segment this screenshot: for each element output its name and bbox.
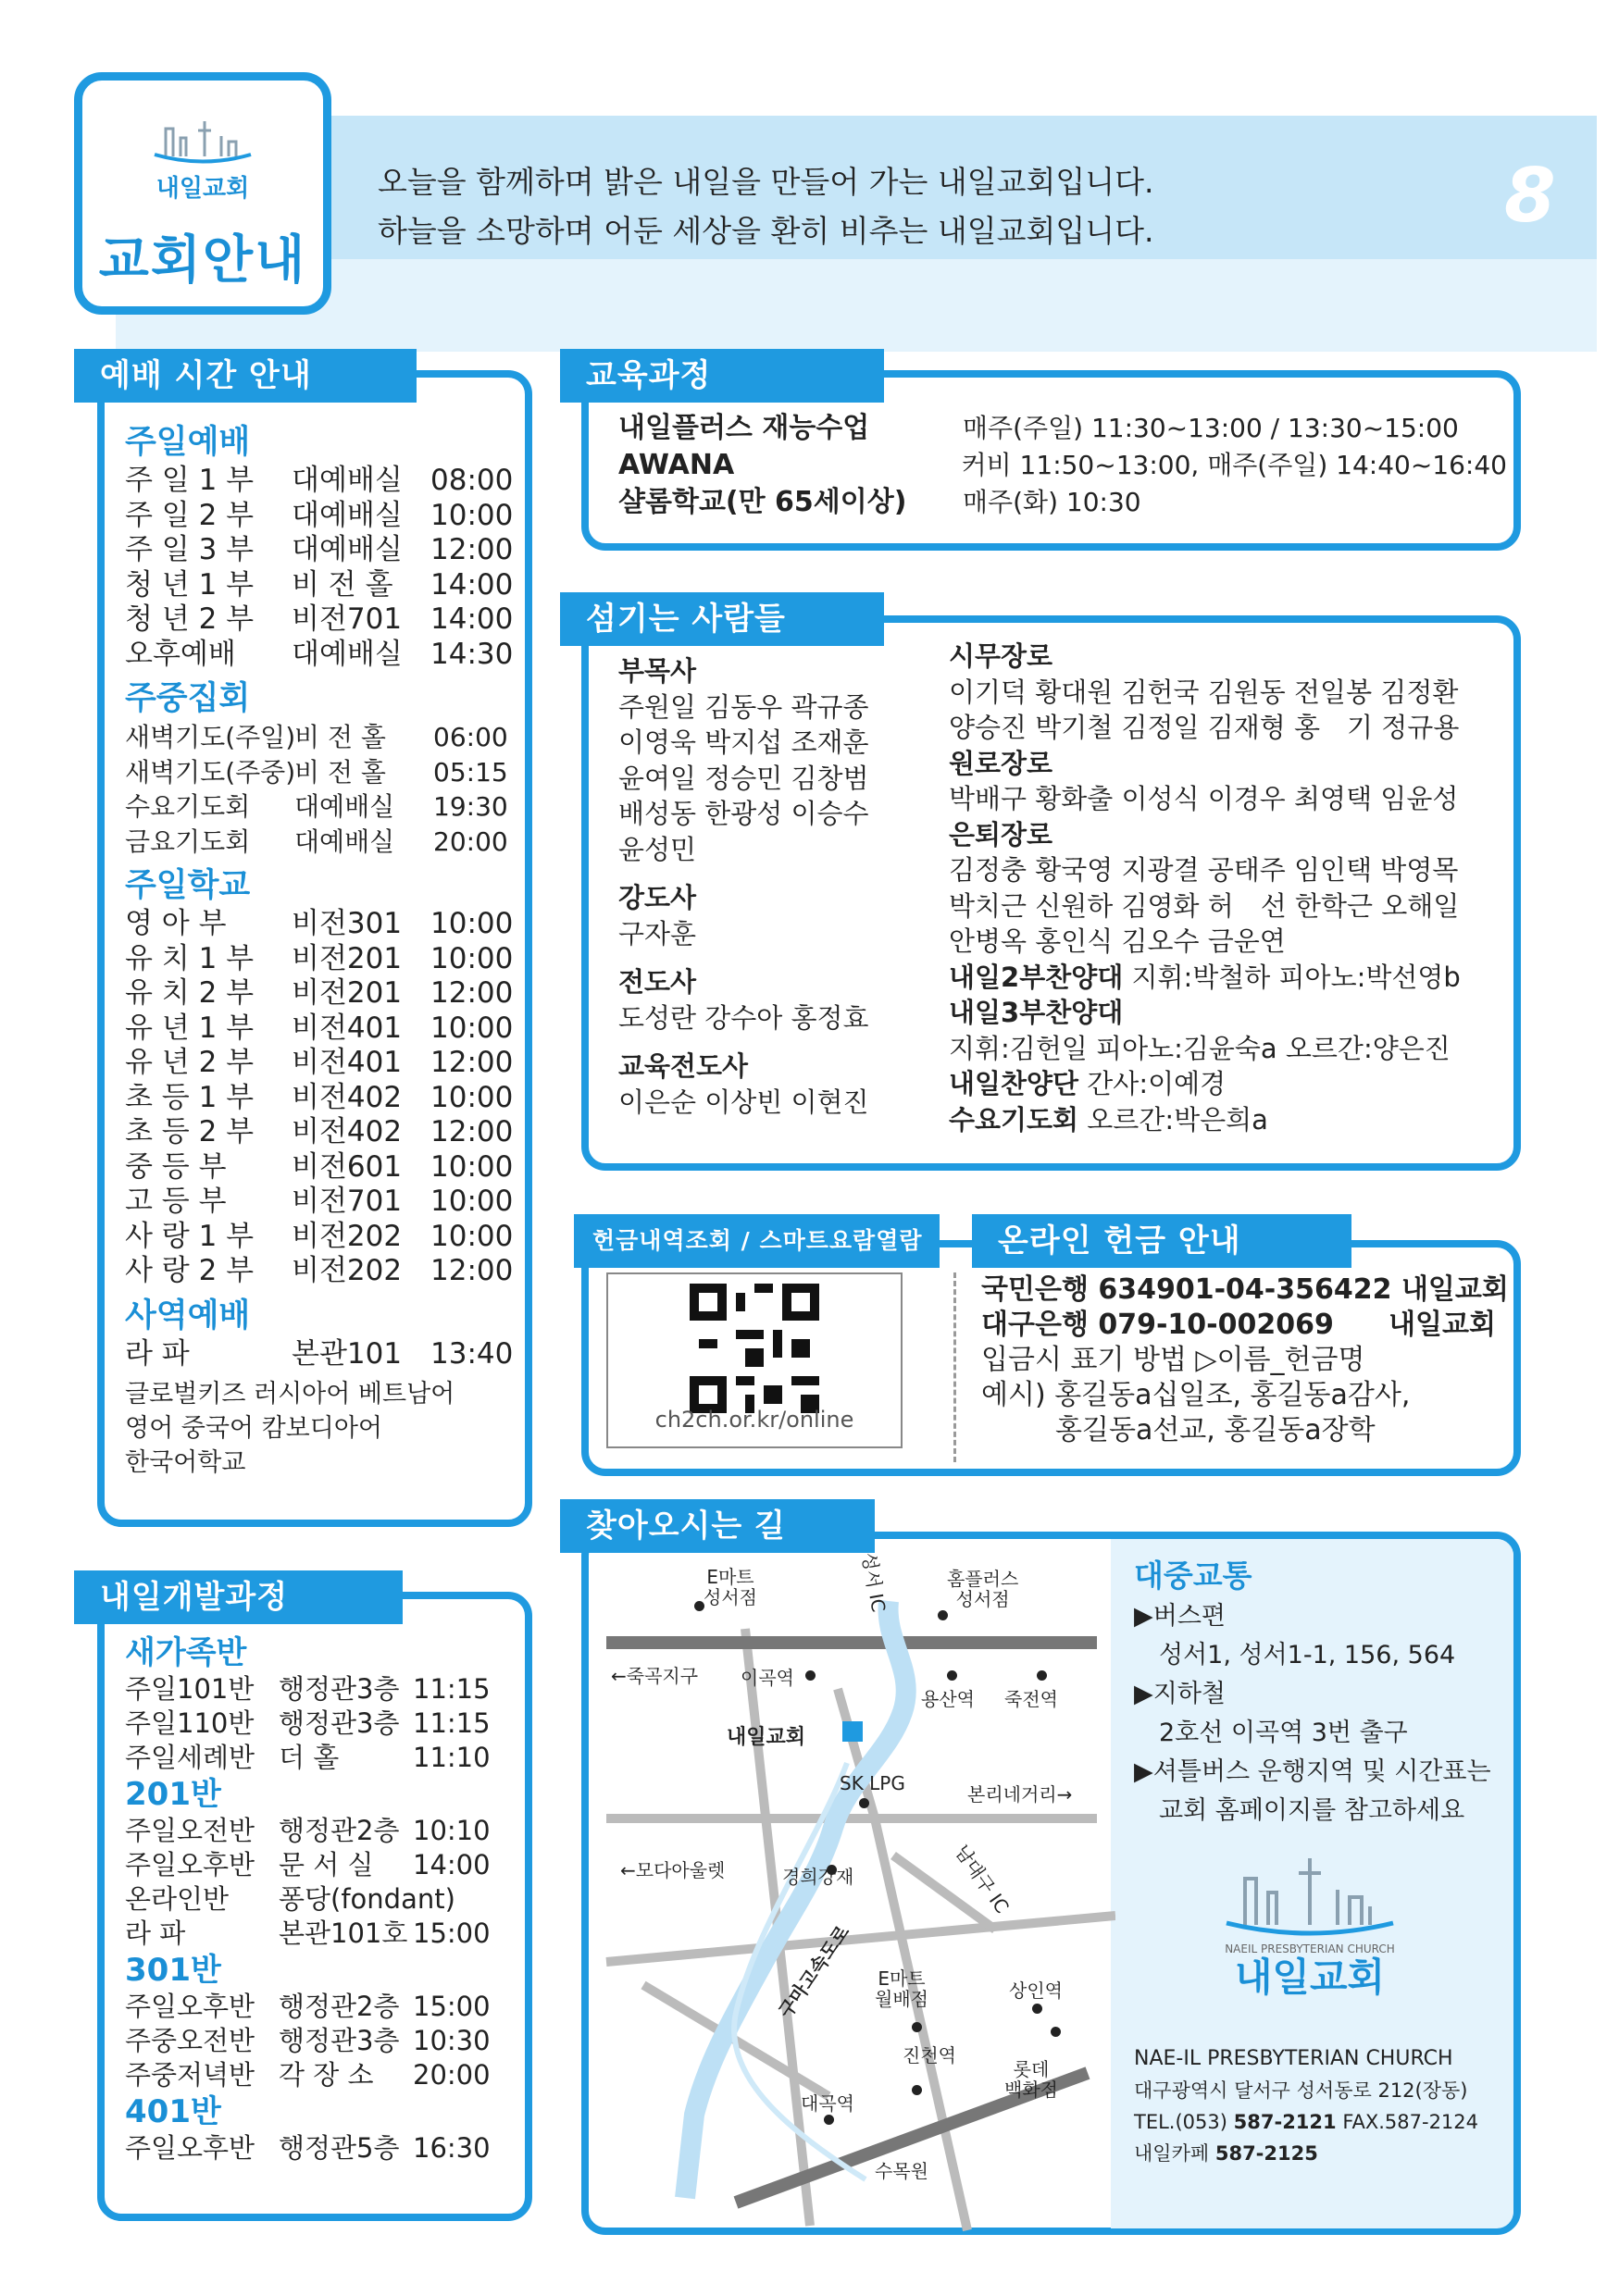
choir-detail: 지휘:박철하 피아노:박선영b: [1123, 961, 1461, 993]
schedule-row: [125, 1115, 523, 1150]
role-members: 윤여일 정승민 김창범: [618, 762, 869, 794]
schedule-row: [125, 825, 523, 860]
church-logo-icon: [1217, 1851, 1402, 1939]
role-title: 교육전도사: [618, 1050, 749, 1082]
schedule-name: 주 일 2 부: [125, 498, 255, 532]
map-label-bonri: 본리네거리→: [967, 1783, 1073, 1806]
schedule-row: [125, 1254, 523, 1289]
schedule-row: [125, 1046, 523, 1081]
language-list: [125, 1377, 523, 1480]
transit-info: [1134, 1555, 1504, 1831]
divider: [953, 1272, 956, 1462]
schedule-name: 고 등 부: [125, 1185, 227, 1218]
schedule-row: [125, 1011, 523, 1047]
qr-icon: [690, 1284, 819, 1413]
subway-heading: ▶지하철: [1134, 1680, 1227, 1708]
schedule-place: 대예배실: [292, 637, 403, 671]
role-title: 전도사: [618, 966, 697, 998]
choir-title: 내일2부찬양대: [949, 961, 1124, 993]
choir-title: 내일3부찬양대: [949, 997, 1124, 1028]
education-row: [618, 484, 1507, 521]
schedule-time: 11:15: [413, 1673, 491, 1705]
schedule-time: 11:15: [413, 1707, 491, 1739]
schedule-name: 주일오후반: [125, 1849, 255, 1880]
schedule-place: 비전401: [292, 1046, 403, 1079]
map-dot: [859, 1798, 869, 1808]
schedule-row: [125, 942, 523, 977]
map-label-igok: 이곡역: [741, 1667, 794, 1689]
schedule-name: 주 일 3 부: [125, 533, 255, 566]
schedule-row: [125, 1848, 523, 1882]
schedule-time: 10:10: [413, 1815, 491, 1846]
church-name: 내일교회: [1234, 1955, 1386, 2000]
schedule-name: 유 치 2 부: [125, 976, 255, 1010]
schedule-name: 청 년 2 부: [125, 602, 255, 636]
church-logo-large: [1203, 1851, 1416, 2000]
schedule-row: [125, 1882, 523, 1917]
schedule-place: 비 전 홀: [294, 756, 386, 788]
role-title: 시무장로: [949, 640, 1053, 672]
bank-info: [981, 1272, 1518, 1448]
schedule-time: 10:00: [430, 941, 514, 975]
schedule-name: 영 아 부: [125, 907, 227, 940]
sunday-school-rows: [125, 907, 523, 1289]
schedule-name: 중 등 부: [125, 1149, 227, 1184]
development-tab: 내일개발과정: [74, 1570, 403, 1624]
choir-line: [949, 960, 1513, 996]
schedule-place: 대예배실: [294, 791, 395, 822]
schedule-name: 새벽기도(주일): [125, 722, 296, 752]
schedule-row: [125, 1990, 523, 2024]
schedule-row: [125, 1337, 523, 1372]
map[interactable]: [597, 1541, 1115, 2244]
map-label-lotte: 롯데 백화점: [1004, 2058, 1058, 2101]
map-dot: [1037, 1670, 1047, 1681]
education-time: 매주(화) 10:30: [963, 487, 1141, 517]
education-tab: 교육과정: [560, 349, 884, 403]
role-members: 구자훈: [618, 917, 697, 949]
map-label-expressway: 구마고속도로: [774, 1920, 854, 2022]
schedule-place: 본관101호: [279, 1917, 408, 1949]
schedule-place: 비전202: [292, 1219, 403, 1253]
map-roads: [597, 1541, 1115, 2244]
schedule-time: 20:00: [413, 2059, 491, 2091]
schedule-row: [125, 789, 523, 825]
map-label-jukjeon: 죽전역: [1004, 1688, 1058, 1710]
role-title: 은퇴장로: [949, 818, 1053, 850]
map-dot: [805, 1670, 816, 1681]
schedule-time: 10:00: [430, 1080, 514, 1114]
language-line: 글로벌키즈 러시아어 베트남어: [125, 1380, 455, 1409]
map-label-emart-wolbae: E마트 월배점: [875, 1967, 928, 2010]
map-dot: [938, 1610, 948, 1620]
role-members: 양승진 박기철 김정일 김재형 홍 기 정규용: [949, 712, 1460, 743]
church-english-name: NAE-IL PRESBYTERIAN CHURCH: [1134, 2047, 1453, 2070]
ministry-rows: [125, 1337, 523, 1372]
schedule-name: 새벽기도(주중): [125, 756, 296, 788]
course-rows: [125, 1814, 523, 1951]
role-members: 김정충 황국영 지광결 공태주 임인택 박영목: [949, 854, 1459, 886]
servants-left: [618, 653, 933, 1120]
role-title: 강도사: [618, 882, 697, 913]
schedule-row: [125, 907, 523, 942]
online-offering-tab: 온라인 헌금 안내: [972, 1214, 1351, 1268]
schedule-time: 10:00: [430, 1219, 514, 1253]
schedule-place: 비전401: [292, 1011, 403, 1045]
schedule-time: 10:00: [430, 498, 514, 532]
course-title: 새가족반: [125, 1634, 247, 1671]
bank-account: 국민은행 634901-04-356422 내일교회: [981, 1273, 1509, 1306]
choir-title: 수요기도회: [949, 1103, 1079, 1136]
map-dot: [1051, 2027, 1061, 2037]
shuttle-info: 교회 홈페이지를 참고하세요: [1159, 1796, 1465, 1825]
schedule-row: [125, 568, 523, 603]
church-logo: [82, 118, 323, 204]
schedule-name: 라 파: [125, 1917, 186, 1949]
choir-detail: 간사:이예경: [1078, 1068, 1227, 1099]
education-name: AWANA: [618, 449, 735, 481]
sunday-worship-title: 주일예배: [125, 424, 251, 461]
cafe-number[interactable]: 587-2125: [1214, 2142, 1318, 2165]
map-label-homeplus: 홈플러스 성서점: [947, 1568, 1019, 1610]
schedule-time: 08:00: [430, 464, 514, 497]
language-line: 영어 중국어 캄보디아어: [125, 1414, 382, 1443]
schedule-place: 행정관3층: [279, 2025, 400, 2056]
schedule-name: 주일오후반: [125, 2132, 255, 2164]
role-members: 박배구 황화출 이성식 이경우 최영택 임윤성: [949, 783, 1459, 814]
role-title: 부목사: [618, 655, 697, 687]
worship-tab: 예배 시간 안내: [74, 349, 417, 403]
schedule-row: [125, 1706, 523, 1741]
schedule-place: 대예배실: [292, 498, 403, 532]
schedule-row: [125, 1814, 523, 1848]
donation-query-tab: 헌금내역조회 / 스마트요람열람: [574, 1214, 940, 1268]
logo-box: [74, 72, 331, 315]
schedule-time: 14:00: [430, 567, 514, 602]
schedule-name: 초 등 1 부: [125, 1080, 255, 1114]
map-label-sumok: 수목원: [875, 2160, 928, 2182]
schedule-place: 퐁당(fondant): [279, 1883, 455, 1915]
shuttle-info: ▶셔틀버스 운행지역 및 시간표는: [1134, 1757, 1491, 1786]
map-label-sangin: 상인역: [1009, 1980, 1063, 2002]
schedule-row: [125, 1220, 523, 1255]
schedule-name: 오후예배: [125, 637, 236, 671]
schedule-time: 14:00: [430, 602, 514, 636]
choir-detail: 오르간:박은희a: [1078, 1103, 1268, 1136]
schedule-place: 비 전 홀: [292, 567, 393, 602]
map-label-church: 내일교회: [727, 1726, 806, 1749]
schedule-place: 비전402: [292, 1080, 403, 1114]
schedule-name: 금요기도회: [125, 825, 251, 857]
schedule-row: [125, 1081, 523, 1116]
schedule-name: 수요기도회: [125, 791, 251, 822]
sunday-worship-rows: [125, 464, 523, 672]
map-label-moda: ←모다아울렛: [620, 1859, 726, 1881]
course-title: 301반: [125, 1952, 221, 1989]
education-time: 매주(주일) 11:30~13:00 / 13:30~15:00: [963, 413, 1459, 443]
education-list: [618, 410, 1507, 521]
role-members: 이은순 이상빈 이현진: [618, 1086, 869, 1118]
schedule-row: [125, 1185, 523, 1220]
schedule-place: 비전301: [292, 907, 403, 940]
schedule-place: 행정관2층: [279, 1815, 400, 1846]
elders-list: [949, 639, 1513, 960]
church-small-label: NAEIL PRESBYTERIAN CHURCH: [1225, 1942, 1395, 1955]
map-label-daegok: 대곡역: [801, 2092, 854, 2115]
map-dot: [824, 2115, 834, 2125]
role-members: 이기덕 황대원 김헌국 김원동 전일봉 김정환: [949, 676, 1459, 708]
schedule-time: 12:00: [430, 976, 514, 1010]
map-dot: [912, 2085, 922, 2095]
schedule-name: 사 랑 2 부: [125, 1254, 255, 1287]
schedule-row: [125, 1150, 523, 1185]
schedule-name: 온라인반: [125, 1883, 230, 1915]
bank-account-holder: 내일교회: [1389, 1309, 1496, 1341]
schedule-name: 주일세례반: [125, 1742, 255, 1773]
church-phone: [1134, 2106, 1509, 2138]
map-label-seongseo-ic: 성서 IC: [857, 1550, 890, 1614]
motto-line: 오늘을 함께하며 밝은 내일을 만들어 가는 내일교회입니다.: [378, 164, 1154, 200]
schedule-place: 비전601: [292, 1149, 403, 1184]
schedule-place: 비전201: [292, 976, 403, 1010]
schedule-row: [125, 755, 523, 790]
schedule-time: 10:00: [430, 1011, 514, 1045]
bank-account-number: 대구은행 079-10-002069: [981, 1309, 1334, 1341]
schedule-time: 12:00: [430, 1046, 514, 1079]
deposit-note: 입금시 표기 방법 ▷이름_헌금명: [981, 1344, 1365, 1376]
qr-url[interactable]: ch2ch.or.kr/online: [654, 1407, 854, 1433]
course-title: 201반: [125, 1776, 221, 1813]
schedule-place: 각 장 소: [279, 2059, 374, 2091]
course-rows: [125, 1990, 523, 2092]
education-time: 커비 11:50~13:00, 매주(주일) 14:40~16:40: [961, 450, 1507, 480]
schedule-name: 주 일 1 부: [125, 464, 255, 497]
schedule-row: [125, 720, 523, 755]
schedule-time: 15:00: [413, 1917, 491, 1949]
schedule-row: [125, 2024, 523, 2058]
bus-routes: 성서1, 성서1-1, 156, 564: [1159, 1641, 1456, 1669]
motto: [378, 157, 1154, 255]
schedule-name: 주일110반: [125, 1707, 255, 1739]
schedule-row: [125, 2058, 523, 2092]
education-name: 샬롬학교(만 65세이상): [618, 486, 907, 518]
tel-label: TEL.(053): [1134, 2111, 1227, 2133]
church-logo-icon: [147, 118, 258, 164]
role-members: 이영욱 박지섭 조재훈: [618, 726, 869, 758]
church-address: 대구광역시 달서구 성서동로 212(장동): [1134, 2079, 1468, 2102]
education-row: [618, 410, 1507, 447]
map-label-namdaegu-ic: 남대구 IC: [950, 1840, 1014, 1917]
schedule-row: [125, 602, 523, 638]
course-rows: [125, 2131, 523, 2166]
logo-name: 내일교회: [156, 175, 250, 203]
schedule-place: 행정관3층: [279, 1707, 400, 1739]
education-row: [618, 447, 1507, 484]
schedule-row: [125, 464, 523, 499]
schedule-name: 주일101반: [125, 1673, 255, 1705]
schedule-time: 12:00: [430, 1254, 514, 1287]
schedule-place: 대예배실: [294, 825, 395, 857]
schedule-time: 19:30: [433, 791, 508, 822]
schedule-place: 문 서 실: [279, 1849, 374, 1880]
schedule-row: [125, 638, 523, 673]
role-members: 주원일 김동우 곽규종: [618, 690, 869, 723]
role-title: 원로장로: [949, 747, 1053, 779]
schedule-time: 06:00: [433, 722, 508, 752]
header-band-light: [116, 259, 1597, 352]
schedule-place: 행정관2층: [279, 1991, 400, 2022]
schedule-row: [125, 1741, 523, 1775]
map-label-yongsan: 용산역: [921, 1688, 975, 1710]
schedule-name: 사 랑 1 부: [125, 1219, 255, 1253]
worship-list: [125, 421, 523, 1480]
map-dot: [912, 2022, 922, 2032]
schedule-name: 라 파: [125, 1336, 190, 1371]
schedule-time: 13:40: [430, 1336, 514, 1371]
schedule-name: 초 등 2 부: [125, 1115, 255, 1148]
development-list: [125, 1633, 523, 2166]
servants-tab: 섬기는 사람들: [560, 592, 884, 646]
schedule-name: 주일오전반: [125, 1815, 255, 1846]
servants-right: [949, 639, 1513, 1137]
page-title: 교회안내: [98, 230, 307, 291]
schedule-time: 16:30: [413, 2132, 491, 2164]
schedule-row: [125, 499, 523, 534]
schedule-name: 청 년 1 부: [125, 567, 255, 602]
church-contact: [1134, 2043, 1509, 2169]
schedule-place: 행정관5층: [279, 2132, 400, 2164]
page-number: 8: [1504, 153, 1556, 239]
schedule-name: 주중오전반: [125, 2025, 255, 2056]
directions-tab: 찾아오시는 길: [560, 1499, 875, 1553]
tel-number[interactable]: 587-2121: [1233, 2111, 1337, 2133]
schedule-place: 더 홀: [279, 1742, 340, 1773]
ministry-title: 사역예배: [125, 1297, 251, 1334]
schedule-place: 본관101: [292, 1336, 403, 1371]
language-line: 한국어학교: [125, 1448, 246, 1477]
schedule-place: 비전701: [292, 602, 403, 636]
role-members: 도성란 강수아 홍정효: [618, 1001, 869, 1034]
schedule-row: [125, 533, 523, 568]
choir-detail: 지휘:김헌일 피아노:김윤숙a 오르간:양은진: [949, 1032, 1451, 1064]
role-members: 배성동 한광성 이승수: [618, 798, 869, 829]
schedule-place: 비전201: [292, 941, 403, 975]
deposit-example: 홍길동a선교, 홍길동a장학: [1055, 1414, 1376, 1446]
schedule-place: 비 전 홀: [294, 722, 386, 752]
map-label-jincheon: 진천역: [903, 2044, 956, 2066]
schedule-time: 11:10: [413, 1742, 491, 1773]
schedule-time: 10:00: [430, 907, 514, 940]
fax-number: FAX.587-2124: [1342, 2111, 1479, 2133]
schedule-place: 행정관3층: [279, 1673, 400, 1705]
map-label-jukgok: ←죽곡지구: [611, 1665, 699, 1687]
map-label-emart: E마트 성서점: [704, 1566, 757, 1608]
subway-info: 2호선 이곡역 3번 출구: [1159, 1719, 1408, 1747]
schedule-row: [125, 1672, 523, 1706]
schedule-place: 비전402: [292, 1115, 403, 1148]
schedule-row: [125, 2131, 523, 2166]
motto-line: 하늘을 소망하며 어둔 세상을 환히 비추는 내일교회입니다.: [378, 213, 1154, 249]
map-label-sk-lpg: SK LPG: [840, 1772, 905, 1794]
schedule-place: 비전202: [292, 1254, 403, 1287]
role-members: 박치근 신원하 김영화 허 선 한학근 오해일: [949, 889, 1460, 922]
church-cafe: [1134, 2138, 1509, 2169]
schedule-time: 10:00: [430, 1185, 514, 1218]
map-dot: [947, 1670, 957, 1681]
choir-line: [949, 1066, 1513, 1102]
bus-heading: ▶버스편: [1134, 1602, 1227, 1631]
schedule-time: 10:00: [430, 1149, 514, 1184]
cafe-label: 내일카페: [1134, 2142, 1210, 2165]
midweek-title: 주중집회: [125, 680, 251, 717]
schedule-name: 유 년 2 부: [125, 1046, 255, 1079]
schedule-name: 주중저녁반: [125, 2059, 255, 2091]
schedule-row: [125, 976, 523, 1011]
midweek-rows: [125, 720, 523, 859]
course-rows: [125, 1672, 523, 1775]
schedule-time: 12:00: [430, 533, 514, 566]
schedule-name: 주일오후반: [125, 1991, 255, 2022]
map-dot: [1032, 2004, 1042, 2014]
role-members: 윤성민: [618, 833, 697, 865]
schedule-time: 20:00: [433, 825, 508, 857]
schedule-time: 12:00: [430, 1115, 514, 1148]
schedule-time: 15:00: [413, 1991, 491, 2022]
schedule-place: 비전701: [292, 1185, 403, 1218]
course-title: 401반: [125, 2093, 221, 2130]
education-name: 내일플러스 재능수업: [618, 412, 870, 444]
schedule-name: 유 치 1 부: [125, 941, 255, 975]
schedule-place: 대예배실: [292, 533, 403, 566]
schedule-name: 유 년 1 부: [125, 1011, 255, 1045]
map-label-gyeonghui: 경희강재: [782, 1866, 854, 1888]
transit-title: 대중교통: [1134, 1558, 1252, 1594]
bank-account: [981, 1308, 1496, 1343]
schedule-time: 10:30: [413, 2025, 491, 2056]
choir-line: [949, 1102, 1513, 1138]
schedule-row: [125, 1917, 523, 1951]
schedule-time: 05:15: [433, 756, 508, 788]
choir-title: 내일찬양단: [949, 1068, 1079, 1099]
schedule-time: 14:30: [430, 637, 514, 671]
schedule-place: 대예배실: [292, 464, 403, 497]
sunday-school-title: 주일학교: [125, 867, 251, 904]
deposit-example: 예시) 홍길동a십일조, 홍길동a감사,: [981, 1379, 1411, 1411]
schedule-time: 14:00: [413, 1849, 491, 1880]
role-members: 안병옥 홍인식 김오수 금운연: [949, 925, 1286, 957]
